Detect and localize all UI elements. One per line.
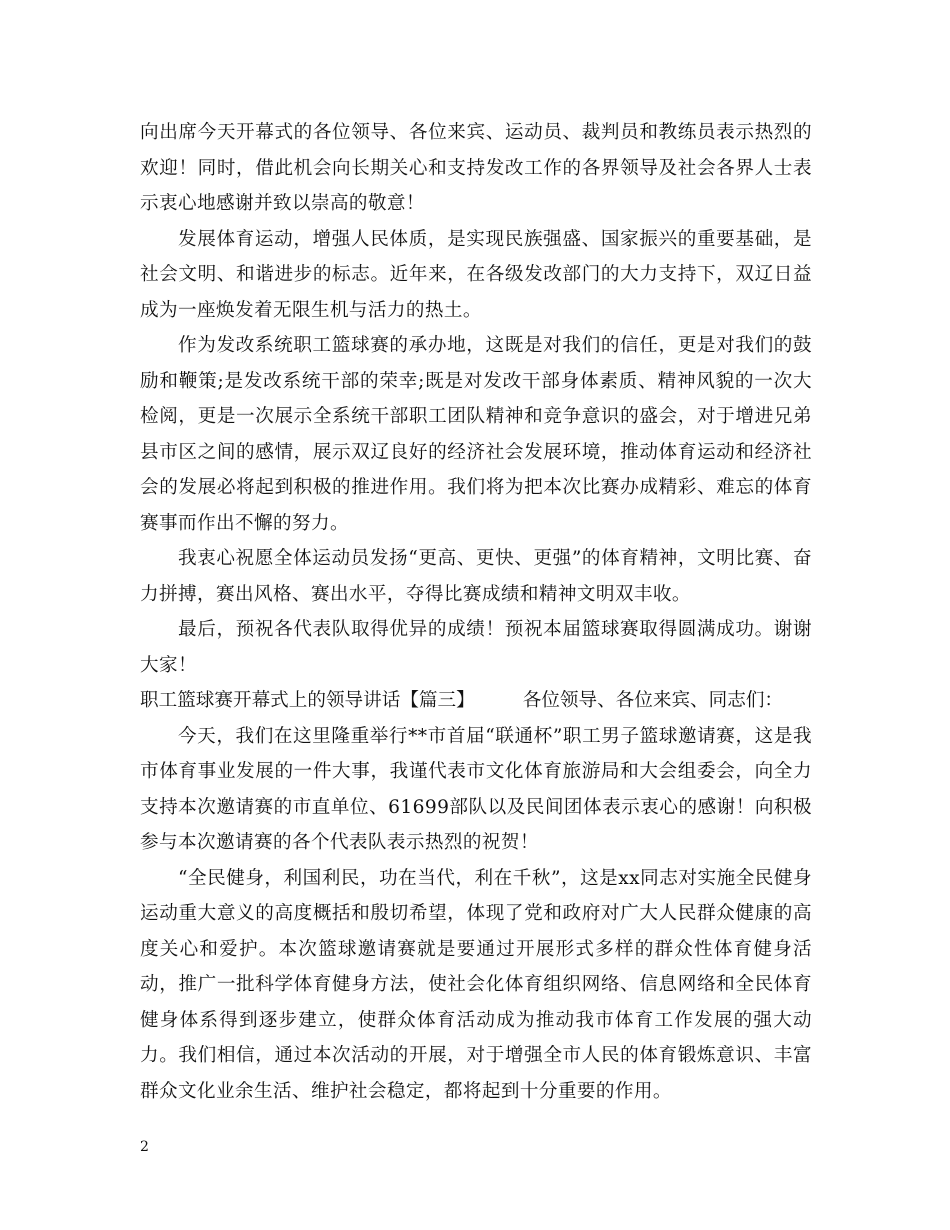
paragraph-closing: 最后，预祝各代表队取得优异的成绩！预祝本届篮球赛取得圆满成功。谢谢大家！ [140,619,812,676]
paragraph-sports-development: 发展体育运动，增强人民体质，是实现民族强盛、国家振兴的重要基础，是社会文明、和谐进步的标志。近年来，在各级发改部门的大力支持下，双辽日益成为一座焕发着无限生机与活力的热土。 [140,228,812,321]
paragraph-today-event: 今天，我们在这里隆重举行**市首届“联通杯”职工男子篮球邀请赛，这是我市体育事业发展的一件大事，我谨代表市文化体育旅游局和大会组委会，向全力支持本次邀请赛的市直单位、61699部队以及民间团体表示衷心的感谢！向积极参与本次邀请赛的各个代表队表示热烈的祝贺！ [140,725,812,853]
section-title: 职工篮球赛开幕式上的领导讲话【篇三】 [140,690,475,711]
page-number: 2 [140,1139,149,1155]
section-salutation: 各位领导、各位来宾、同志们： [522,690,784,711]
paragraph-welcome-continuation: 向出席今天开幕式的各位领导、各位来宾、运动员、裁判员和教练员表示热烈的欢迎！同时，借此机会向长期关心和支持发改工作的各界领导及社会各界人士表示衷心地感谢并致以崇高的敬意！ [140,122,812,214]
document-body [140,115,812,1109]
paragraph-fitness-for-all: “全民健身，利国利民，功在当代，利在千秋”，这是xx同志对实施全民健身运动重大意义的高度概括和殷切希望，体现了党和政府对广大人民群众健康的高度关心和爱护。本次篮球邀请赛就是要通过开展形式多样的群众性体育健身活动，推广一批科学体育健身方法，使社会化体育组织网络、信息网络和全民体育健身体系得到逐步建立，使群众体育活动成为推动我市体育工作发展的强大动力。我们相信，通过本次活动的开展，对于增强全市人民的体育锻炼意识、丰富群众文化业余生活、维护社会稳定，都将起到十分重要的作用。 [140,867,812,1102]
paragraph-wishes-athletes: 我衷心祝愿全体运动员发扬“更高、更快、更强”的体育精神，文明比赛、奋力拼搏，赛出风格、赛出水平，夺得比赛成绩和精神文明双丰收。 [140,548,812,605]
section-heading [140,683,812,719]
paragraph-host-honor: 作为发改系统职工篮球赛的承办地，这既是对我们的信任，更是对我们的鼓励和鞭策;是发改系统干部的荣幸;既是对发改干部身体素质、精神风貌的一次大检阅，更是一次展示全系统干部职工团队精神和竞争意识的盛会，对于增进兄弟县市区之间的感情，展示双辽良好的经济社会发展环境，推动体育运动和经济社会的发展必将起到积极的推进作用。我们将为把本次比赛办成精彩、难忘的体育赛事而作出不懈的努力。 [140,335,812,534]
